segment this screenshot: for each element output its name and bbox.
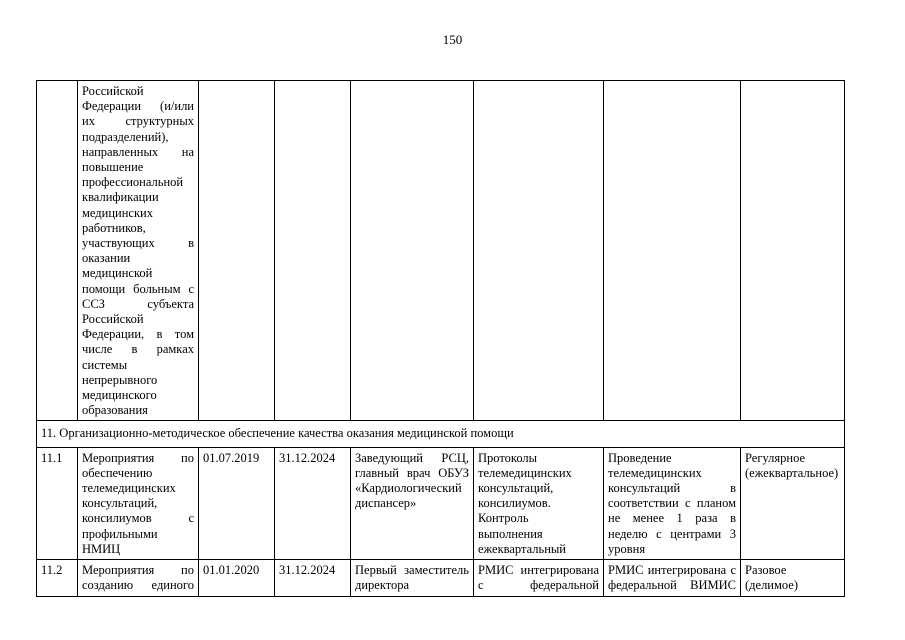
text-line: телемедицинских — [478, 465, 572, 480]
text-line: числе в рамках — [82, 342, 194, 357]
text-line: созданию единого — [82, 578, 194, 593]
indicator-text — [608, 563, 736, 593]
text-line: участвующих в — [82, 236, 194, 251]
text-line: ССЗ субъекта — [82, 296, 194, 311]
text-line: Мероприятия по — [82, 563, 194, 578]
text-line: консультаций в — [608, 481, 736, 496]
frequency-text — [745, 563, 840, 593]
continuation-frequency-cell — [741, 81, 845, 421]
text-line: непрерывного — [82, 372, 158, 387]
event-text — [82, 563, 194, 593]
text-line: повышение — [82, 160, 144, 175]
text-line: Регулярное — [745, 450, 806, 465]
continuation-responsible-cell — [351, 81, 474, 421]
result-cell — [474, 447, 604, 559]
text-line: консультаций, — [478, 481, 554, 496]
plan-table — [36, 80, 845, 597]
frequency-text — [745, 451, 840, 481]
text-line: диспансер» — [355, 496, 417, 511]
start-date: 01.07.2019 — [199, 447, 275, 559]
responsible-text — [355, 451, 469, 512]
text-line: образования — [82, 403, 148, 418]
text-line: выполнения — [478, 526, 543, 541]
text-line: профильными — [82, 526, 158, 541]
text-line: телемедицинских — [608, 465, 702, 480]
text-line: РМИС интегрирована — [478, 563, 599, 578]
text-line: Российской — [82, 312, 144, 327]
text-line: Первый заместитель — [355, 563, 469, 578]
indicator-text — [608, 451, 736, 557]
indicator-cell — [604, 560, 741, 596]
text-line: системы — [82, 357, 128, 372]
continuation-result-cell — [474, 81, 604, 421]
table-row — [37, 447, 845, 559]
row-number: 11.2 — [37, 560, 78, 596]
text-line: Протоколы — [478, 450, 538, 465]
text-line: не менее 1 раза в — [608, 511, 736, 526]
text-line: (делимое) — [745, 578, 799, 593]
text-line: медицинского — [82, 388, 157, 403]
continuation-start-cell — [199, 81, 275, 421]
text-line: соответствии с планом — [608, 496, 736, 511]
text-line: их структурных — [82, 114, 194, 129]
page-number: 150 — [442, 32, 463, 47]
text-line: профессиональной — [82, 175, 184, 190]
section-header-row — [37, 421, 845, 447]
text-line: Федерации (и/или — [82, 99, 194, 114]
text-line: Заведующий РСЦ, — [355, 450, 469, 465]
text-line: федеральной ВИМИС — [608, 578, 736, 593]
event-text — [82, 451, 194, 557]
continuation-indicator-cell — [604, 81, 741, 421]
text-line: «Кардиологический — [355, 481, 462, 496]
text-line: направленных на — [82, 144, 194, 159]
text-line: с федеральной — [478, 578, 599, 593]
responsible-cell — [351, 560, 474, 596]
start-date: 01.01.2020 — [199, 560, 275, 596]
result-text — [478, 451, 599, 557]
row-number: 11.1 — [37, 447, 78, 559]
result-text — [478, 563, 599, 593]
text-line: медицинских — [82, 205, 153, 220]
continuation-event-cell — [78, 81, 199, 421]
continuation-end-cell — [275, 81, 351, 421]
text-line: обеспечению — [82, 465, 153, 480]
text-line: медицинской — [82, 266, 153, 281]
event-cell — [78, 560, 199, 596]
text-line: Проведение — [608, 450, 672, 465]
text-line: неделю с центрами 3 — [608, 526, 736, 541]
text-line: телемедицинских — [82, 481, 176, 496]
text-line: директора — [355, 578, 410, 593]
responsible-text — [355, 563, 469, 593]
text-line: Контроль — [478, 511, 529, 526]
text-line: работников, — [82, 220, 146, 235]
frequency-cell — [741, 560, 845, 596]
end-date: 31.12.2024 — [275, 560, 351, 596]
text-line: НМИЦ — [82, 541, 121, 556]
text-line: Российской — [82, 84, 144, 98]
text-line: подразделений), — [82, 129, 169, 144]
continuation-event-text — [82, 84, 194, 418]
end-date: 31.12.2024 — [275, 447, 351, 559]
result-cell — [474, 560, 604, 596]
continuation-num-cell — [37, 81, 78, 421]
text-line: Разовое — [745, 563, 787, 578]
text-line: Мероприятия по — [82, 450, 194, 465]
text-line: уровня — [608, 541, 646, 556]
text-line: квалификации — [82, 190, 159, 205]
section-title: 11. Организационно-методическое обеспечение качества оказания медицинской помощи — [37, 421, 845, 447]
text-line: консилиумов. — [478, 496, 551, 511]
text-line: оказании — [82, 251, 131, 266]
text-line: РМИС интегрирована с — [608, 563, 736, 578]
responsible-cell — [351, 447, 474, 559]
text-line: (ежеквартальное) — [745, 465, 839, 480]
continuation-row — [37, 81, 845, 421]
text-line: консультаций, — [82, 496, 158, 511]
table-row — [37, 560, 845, 596]
text-line: консилиумов с — [82, 511, 194, 526]
text-line: ежеквартальный — [478, 541, 567, 556]
text-line: помощи больным с — [82, 281, 194, 296]
event-cell — [78, 447, 199, 559]
text-line: главный врач ОБУЗ — [355, 465, 469, 480]
text-line: Федерации, в том — [82, 327, 194, 342]
indicator-cell — [604, 447, 741, 559]
frequency-cell — [741, 447, 845, 559]
